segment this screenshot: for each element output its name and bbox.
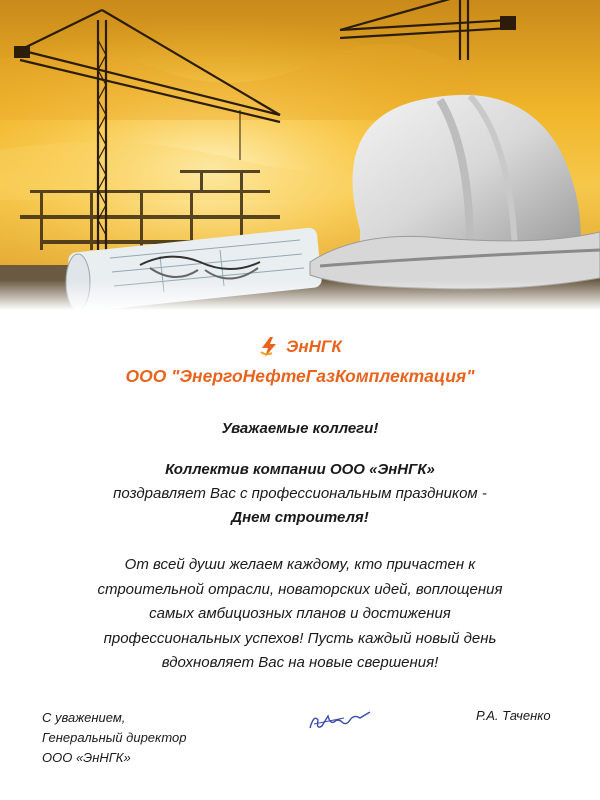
wishes-line-1: От всей души желаем каждому, кто причастен к — [124, 556, 476, 573]
greeting: Уважаемые коллеги! — [221, 420, 379, 437]
lightning-flame-icon — [258, 336, 280, 358]
sign-line-3: ООО «ЭнНГК» — [42, 750, 131, 765]
wishes-paragraph — [0, 553, 600, 676]
company-logo — [0, 336, 600, 363]
header-photo — [0, 0, 600, 310]
sign-line-1: С уважением, — [42, 710, 126, 725]
handwritten-signature — [304, 706, 374, 741]
signature-block — [42, 708, 186, 768]
wishes-line-5: вдохновляет Вас на новые свершения! — [161, 654, 439, 671]
director-name: Р.А. Таченко — [476, 708, 551, 723]
wishes-line-2: строительной отрасли, новаторских идей, воплощения — [97, 580, 503, 598]
congratulation-line-2: поздравляет Вас с профессиональным праздником - — [113, 485, 487, 502]
congratulation-paragraph — [0, 458, 600, 530]
sign-line-2: Генеральный директор — [42, 730, 187, 745]
construction-helmet-illustration — [0, 0, 600, 310]
congratulation-line-1: Коллектив компании ООО «ЭнНГК» — [165, 461, 435, 478]
logo-name: ЭнНГК — [286, 337, 342, 356]
wishes-line-3: самых амбициозных планов и достижения — [149, 605, 451, 622]
wishes-line-4: профессиональных успехов! Пусть каждый новый день — [103, 629, 497, 647]
congratulation-line-3: Днем строителя! — [231, 509, 369, 526]
company-full-name: ООО "ЭнергоНефтеГазКомплектация" — [125, 366, 475, 386]
